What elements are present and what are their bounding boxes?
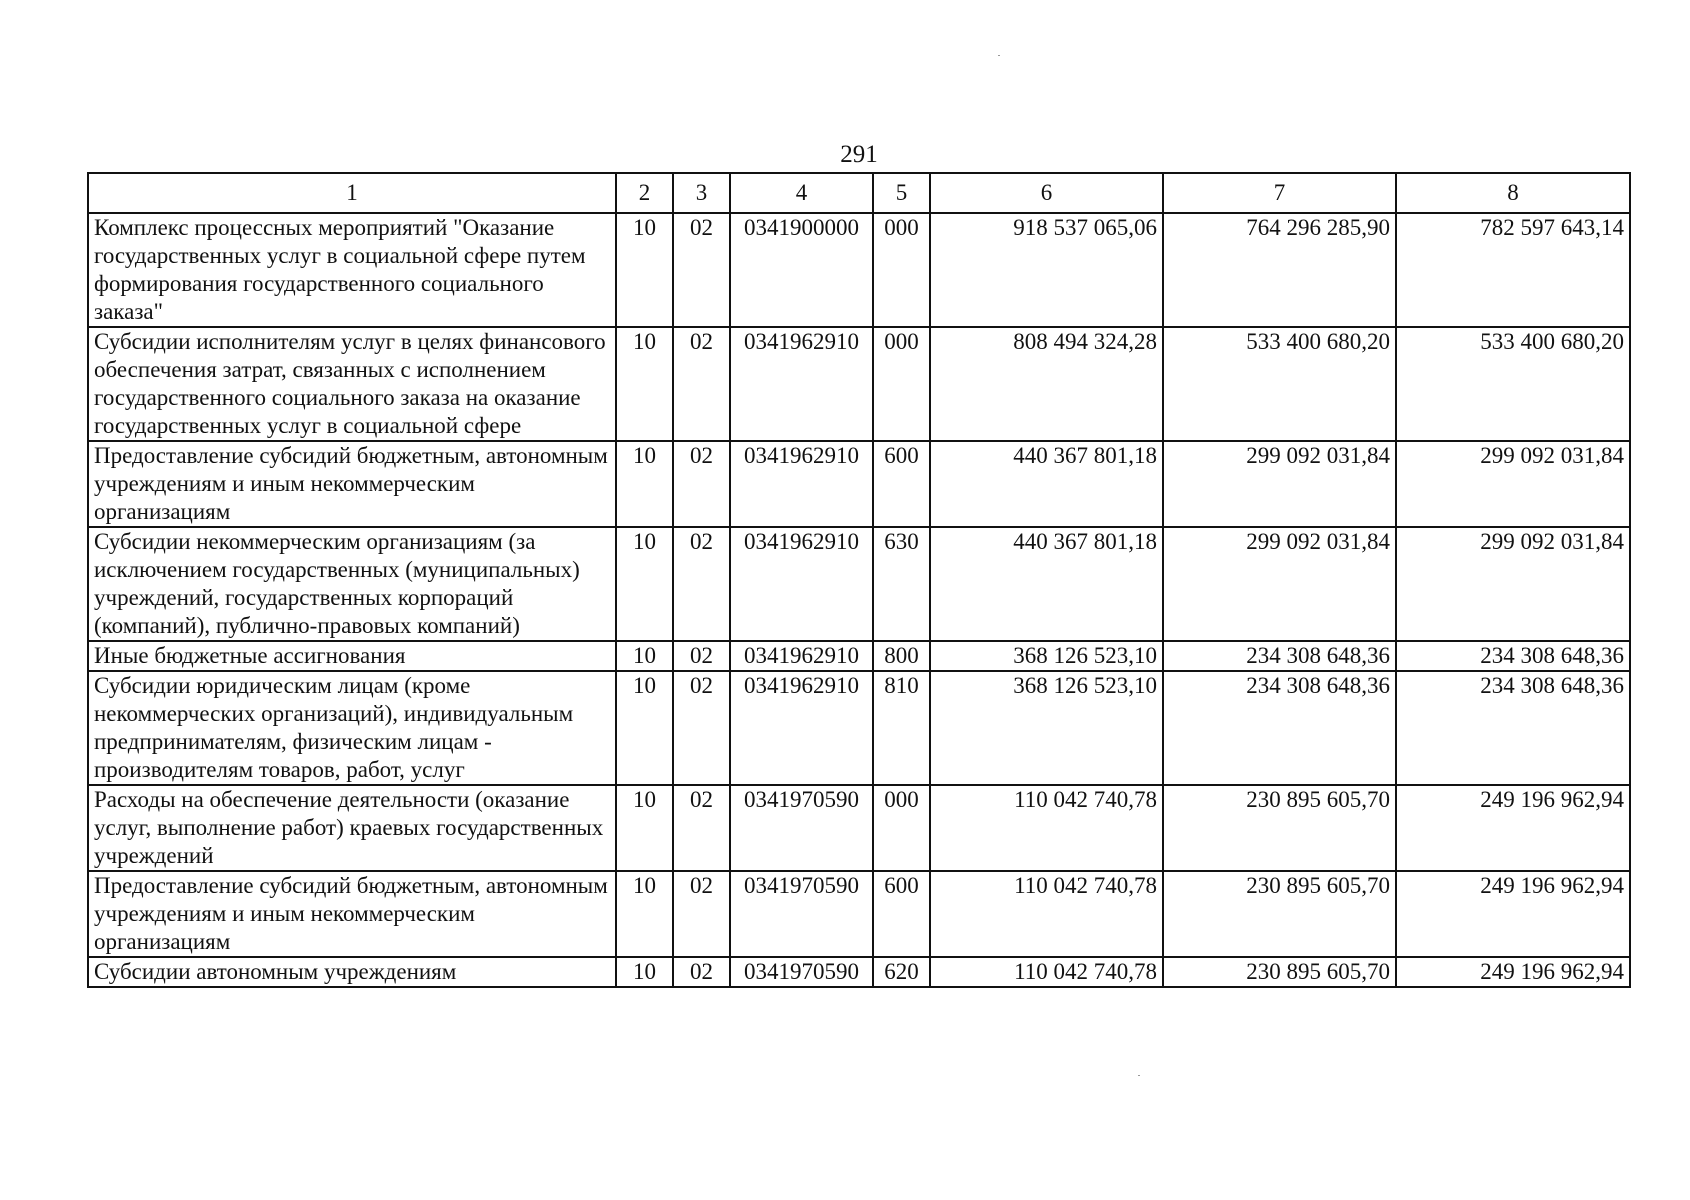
target-code: 0341970590	[730, 785, 873, 871]
amount-col-7: 234 308 648,36	[1163, 671, 1396, 785]
table-row	[88, 871, 1630, 957]
amount-col-8: 782 597 643,14	[1396, 213, 1630, 327]
kind-code: 600	[873, 871, 930, 957]
target-code: 0341970590	[730, 871, 873, 957]
row-name: Предоставление субсидий бюджетным, автономным учреждениям и иным некоммерческим организациям	[88, 441, 616, 527]
target-code: 0341962910	[730, 671, 873, 785]
column-header: 2	[616, 173, 673, 213]
row-name: Расходы на обеспечение деятельности (оказание услуг, выполнение работ) краевых государственных учреждений	[88, 785, 616, 871]
amount-col-6: 918 537 065,06	[930, 213, 1163, 327]
kind-code: 630	[873, 527, 930, 641]
amount-col-6: 440 367 801,18	[930, 527, 1163, 641]
subsection-code: 02	[673, 213, 730, 327]
page-number: 291	[840, 141, 878, 168]
column-header: 7	[1163, 173, 1396, 213]
amount-col-6: 110 042 740,78	[930, 871, 1163, 957]
row-name: Комплекс процессных мероприятий "Оказание государственных услуг в социальной сфере путем формирования государственного социального заказа"	[88, 213, 616, 327]
row-name: Иные бюджетные ассигнования	[88, 641, 616, 671]
kind-code: 810	[873, 671, 930, 785]
section-code: 10	[616, 527, 673, 641]
column-header: 5	[873, 173, 930, 213]
amount-col-7: 230 895 605,70	[1163, 785, 1396, 871]
subsection-code: 02	[673, 785, 730, 871]
column-header: 1	[88, 173, 616, 213]
amount-col-6: 368 126 523,10	[930, 671, 1163, 785]
header-row	[88, 173, 1630, 213]
column-header: 6	[930, 173, 1163, 213]
section-code: 10	[616, 957, 673, 987]
subsection-code: 02	[673, 441, 730, 527]
amount-col-6: 440 367 801,18	[930, 441, 1163, 527]
subsection-code: 02	[673, 871, 730, 957]
table-row	[88, 213, 1630, 327]
table-row	[88, 785, 1630, 871]
amount-col-7: 533 400 680,20	[1163, 327, 1396, 441]
kind-code: 000	[873, 785, 930, 871]
amount-col-6: 808 494 324,28	[930, 327, 1163, 441]
amount-col-8: 249 196 962,94	[1396, 957, 1630, 987]
subsection-code: 02	[673, 527, 730, 641]
scan-speck	[998, 55, 1000, 56]
subsection-code: 02	[673, 641, 730, 671]
budget-table	[87, 172, 1631, 988]
scan-speck	[1138, 1075, 1140, 1076]
section-code: 10	[616, 327, 673, 441]
row-name: Предоставление субсидий бюджетным, автономным учреждениям и иным некоммерческим организациям	[88, 871, 616, 957]
target-code: 0341962910	[730, 327, 873, 441]
table-row	[88, 957, 1630, 987]
amount-col-7: 230 895 605,70	[1163, 871, 1396, 957]
amount-col-8: 249 196 962,94	[1396, 785, 1630, 871]
table-row	[88, 671, 1630, 785]
target-code: 0341970590	[730, 957, 873, 987]
target-code: 0341962910	[730, 641, 873, 671]
section-code: 10	[616, 641, 673, 671]
column-header: 8	[1396, 173, 1630, 213]
amount-col-8: 533 400 680,20	[1396, 327, 1630, 441]
table-row	[88, 441, 1630, 527]
section-code: 10	[616, 671, 673, 785]
kind-code: 000	[873, 327, 930, 441]
amount-col-6: 368 126 523,10	[930, 641, 1163, 671]
kind-code: 620	[873, 957, 930, 987]
table-row	[88, 327, 1630, 441]
kind-code: 800	[873, 641, 930, 671]
subsection-code: 02	[673, 957, 730, 987]
row-name: Субсидии некоммерческим организациям (за исключением государственных (муниципальных) учреждений, государственных корпораций (компаний), публично-правовых компаний)	[88, 527, 616, 641]
target-code: 0341962910	[730, 441, 873, 527]
amount-col-8: 234 308 648,36	[1396, 641, 1630, 671]
column-header: 3	[673, 173, 730, 213]
amount-col-6: 110 042 740,78	[930, 957, 1163, 987]
row-name: Субсидии автономным учреждениям	[88, 957, 616, 987]
table-row	[88, 641, 1630, 671]
target-code: 0341900000	[730, 213, 873, 327]
section-code: 10	[616, 441, 673, 527]
amount-col-8: 249 196 962,94	[1396, 871, 1630, 957]
section-code: 10	[616, 213, 673, 327]
subsection-code: 02	[673, 671, 730, 785]
column-header: 4	[730, 173, 873, 213]
amount-col-8: 299 092 031,84	[1396, 527, 1630, 641]
subsection-code: 02	[673, 327, 730, 441]
amount-col-8: 299 092 031,84	[1396, 441, 1630, 527]
amount-col-7: 299 092 031,84	[1163, 527, 1396, 641]
row-name: Субсидии исполнителям услуг в целях финансового обеспечения затрат, связанных с исполнением государственного социального заказа на оказание государственных услуг в социальной сфере	[88, 327, 616, 441]
amount-col-7: 230 895 605,70	[1163, 957, 1396, 987]
section-code: 10	[616, 785, 673, 871]
amount-col-7: 764 296 285,90	[1163, 213, 1396, 327]
amount-col-6: 110 042 740,78	[930, 785, 1163, 871]
kind-code: 000	[873, 213, 930, 327]
amount-col-8: 234 308 648,36	[1396, 671, 1630, 785]
amount-col-7: 299 092 031,84	[1163, 441, 1396, 527]
kind-code: 600	[873, 441, 930, 527]
amount-col-7: 234 308 648,36	[1163, 641, 1396, 671]
target-code: 0341962910	[730, 527, 873, 641]
table-row	[88, 527, 1630, 641]
section-code: 10	[616, 871, 673, 957]
row-name: Субсидии юридическим лицам (кроме некоммерческих организаций), индивидуальным предпринимателям, физическим лицам - производителям товаров, работ, услуг	[88, 671, 616, 785]
